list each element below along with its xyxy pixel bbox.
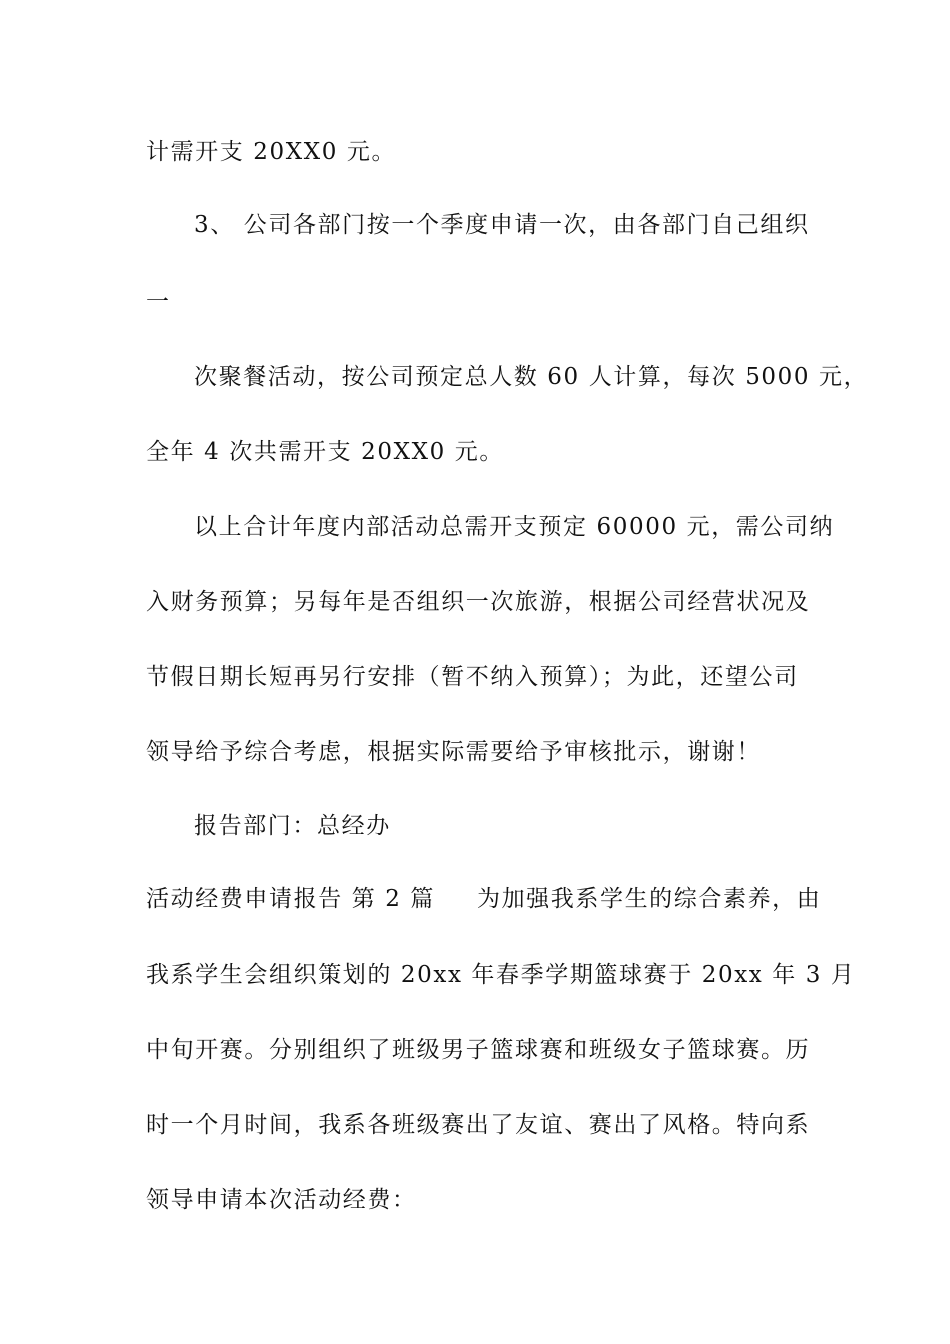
text-line: 一 (146, 289, 171, 315)
list-item-3: 3、 公司各部门按一个季度申请一次，由各部门自己组织 (194, 212, 810, 238)
text-line: 全年 4 次共需开支 20XX0 元。 (146, 439, 504, 465)
text-line: 我系学生会组织策划的 20xx 年春季学期篮球赛于 20xx 年 3 月 (146, 962, 856, 988)
report-department: 报告部门：总经办 (194, 813, 391, 839)
text-line: 领导给予综合考虑，根据实际需要给予审核批示，谢谢！ (146, 739, 761, 765)
text-line: 中旬开赛。分别组织了班级男子篮球赛和班级女子篮球赛。历 (146, 1037, 811, 1063)
text-line: 计需开支 20XX0 元。 (146, 139, 397, 165)
text-line: 时一个月时间，我系各班级赛出了友谊、赛出了风格。特向系 (146, 1112, 811, 1138)
section-heading: 活动经费申请报告 第 2 篇 (146, 886, 435, 912)
paragraph-start: 以上合计年度内部活动总需开支预定 60000 元，需公司纳 (194, 514, 835, 540)
text-line: 领导申请本次活动经费： (146, 1187, 417, 1213)
text-line: 入财务预算；另每年是否组织一次旅游，根据公司经营状况及 (146, 589, 811, 615)
section-line (146, 884, 821, 914)
section-intro: 为加强我系学生的综合素养，由 (476, 886, 822, 912)
text-line: 节假日期长短再另行安排（暂不纳入预算）；为此，还望公司 (146, 664, 799, 690)
text-line: 次聚餐活动，按公司预定总人数 60 人计算，每次 5000 元， (194, 364, 869, 390)
